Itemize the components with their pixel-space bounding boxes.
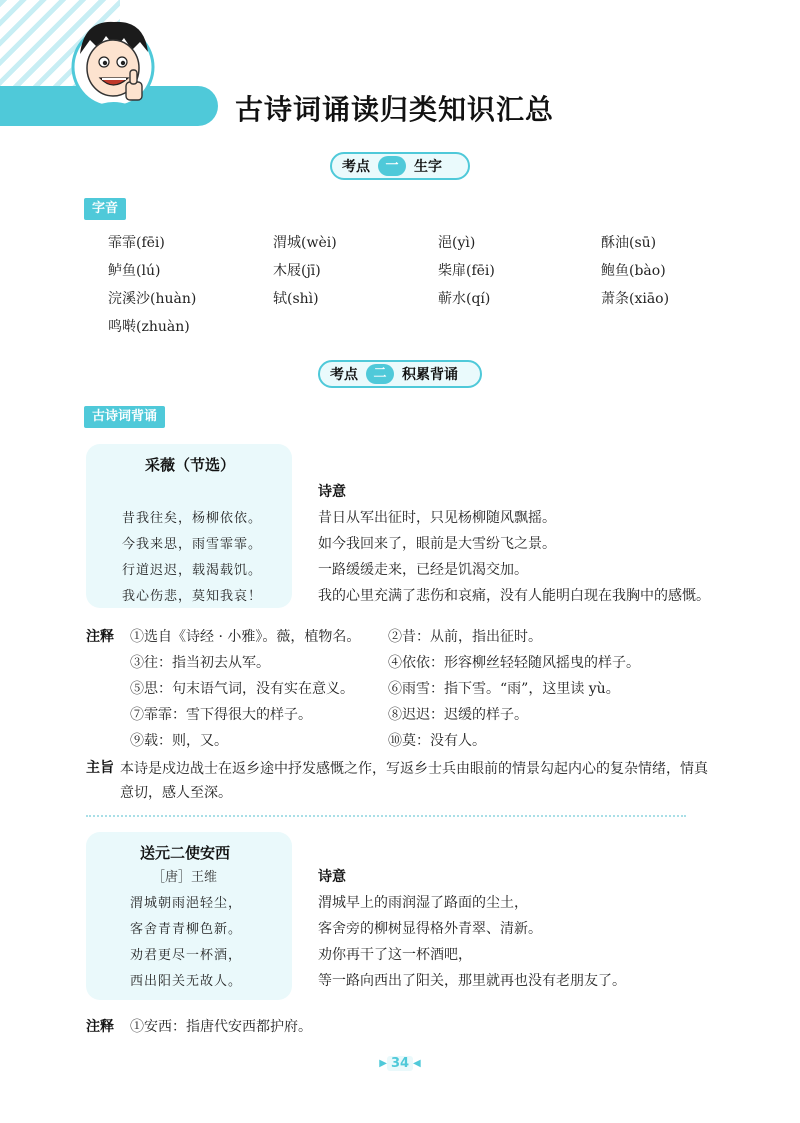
note-item: ①安西：指唐代安西都护府。 (130, 1019, 312, 1035)
vocab-item: 浣溪沙(huàn) (108, 291, 197, 307)
poem-line: 行道迟迟，载渴载饥。 (122, 563, 263, 578)
theme-text: 本诗是戍边战士在返乡途中抒发感慨之作，写返乡士兵由眼前的情景勾起内心的复杂情绪，情真意切，感人至深。 (120, 761, 708, 801)
vocab-item: 鲈鱼(lú) (108, 263, 161, 279)
vocab-item: 蕲水(qí) (438, 291, 491, 307)
section-divider (86, 815, 686, 817)
note-item: ②昔：从前，指出征时。 (388, 629, 542, 645)
note-item: ⑧迟迟：迟缓的样子。 (388, 707, 528, 723)
note-item: ⑦霏霏：雪下得很大的样子。 (130, 707, 312, 723)
note-item: ⑨载：则，又。 (130, 733, 228, 749)
translation-line: 我的心里充满了悲伤和哀痛，没有人能明白现在我胸中的感慨。 (318, 588, 710, 604)
note-item: ④依依：形容柳丝轻轻随风摇曳的样子。 (388, 655, 640, 671)
poem-line: 今我来思，雨雪霏霏。 (122, 537, 263, 552)
notes-label: 注释 (86, 1019, 114, 1035)
translation-line: 一路缓缓走来，已经是饥渴交加。 (318, 562, 528, 578)
vocab-item: 浥(yì) (438, 235, 476, 251)
notes-label: 注释 (86, 629, 114, 645)
poem-line: 渭城朝雨浥轻尘， (130, 896, 243, 911)
shiyi-heading: 诗意 (318, 484, 346, 500)
page-number (370, 1054, 430, 1072)
section-name: 积累背诵 (402, 367, 458, 383)
poem-line: 我心伤悲，莫知我哀！ (122, 589, 263, 604)
note-item: ⑤思：句末语气词，没有实在意义。 (130, 681, 354, 697)
section-name: 生字 (414, 159, 442, 175)
note-item: ⑥雨雪：指下雪。“雨”，这里读 yù。 (388, 681, 620, 697)
vocab-item: 鸣啭(zhuàn) (108, 319, 190, 335)
theme-label: 主旨 (86, 760, 114, 776)
translation-line: 昔日从军出征时，只见杨柳随风飘摇。 (318, 510, 556, 526)
vocab-item: 柴扉(fēi) (438, 263, 495, 279)
note-item: ⑩莫：没有人。 (388, 733, 486, 749)
vocab-item: 萧条(xiāo) (601, 291, 670, 307)
vocab-grid (108, 232, 708, 336)
page-arrow-right-icon: ◀ (413, 1057, 421, 1069)
section-number: 一 (378, 156, 406, 176)
poem-line: 西出阳关无故人。 (130, 974, 243, 989)
poem-line: 客舍青青柳色新。 (130, 922, 243, 937)
translation-line: 渭城早上的雨润湿了路面的尘土， (318, 895, 528, 911)
vocab-item: 霏霏(fēi) (108, 235, 165, 251)
translation-line: 如今我回来了，眼前是大雪纷飞之景。 (318, 536, 556, 552)
vocab-item: 鲍鱼(bào) (601, 263, 666, 279)
poetry-recite-tag: 古诗词背诵 (84, 406, 165, 428)
poem-line: 劝君更尽一杯酒， (130, 948, 243, 963)
section-header-1 (330, 152, 470, 180)
zi-yin-tag: 字音 (84, 198, 126, 220)
vocab-item: 轼(shì) (273, 291, 319, 307)
section-label: 考点 (330, 367, 358, 383)
vocab-item: 渭城(wèi) (273, 235, 337, 251)
vocab-item: 木屐(jī) (273, 263, 321, 279)
translation-line: 客舍旁的柳树显得格外青翠、清新。 (318, 921, 542, 937)
section-header-2 (318, 360, 482, 388)
poem-author: ［唐］王维 (152, 870, 218, 885)
poem-title: 送元二使安西 (140, 844, 231, 862)
section-label: 考点 (342, 159, 370, 175)
section-number: 二 (366, 364, 394, 384)
note-item: ①选自《诗经 · 小雅》。薇，植物名。 (130, 629, 361, 645)
boy-mascot-icon (70, 12, 156, 118)
translation-line: 劝你再干了这一杯酒吧， (318, 947, 472, 963)
poem-line: 昔我往矣，杨柳依依。 (122, 511, 263, 526)
vocab-item: 酥油(sū) (601, 235, 657, 251)
shiyi-heading: 诗意 (318, 869, 346, 885)
page-title: 古诗词诵读归类知识汇总 (235, 93, 555, 126)
poem-title: 采薇（节选） (145, 456, 236, 474)
page-arrow-left-icon: ▶ (379, 1057, 387, 1069)
note-item: ③往：指当初去从军。 (130, 655, 270, 671)
page-number-text: 34 (387, 1056, 413, 1071)
translation-line: 等一路向西出了阳关，那里就再也没有老朋友了。 (318, 973, 626, 989)
